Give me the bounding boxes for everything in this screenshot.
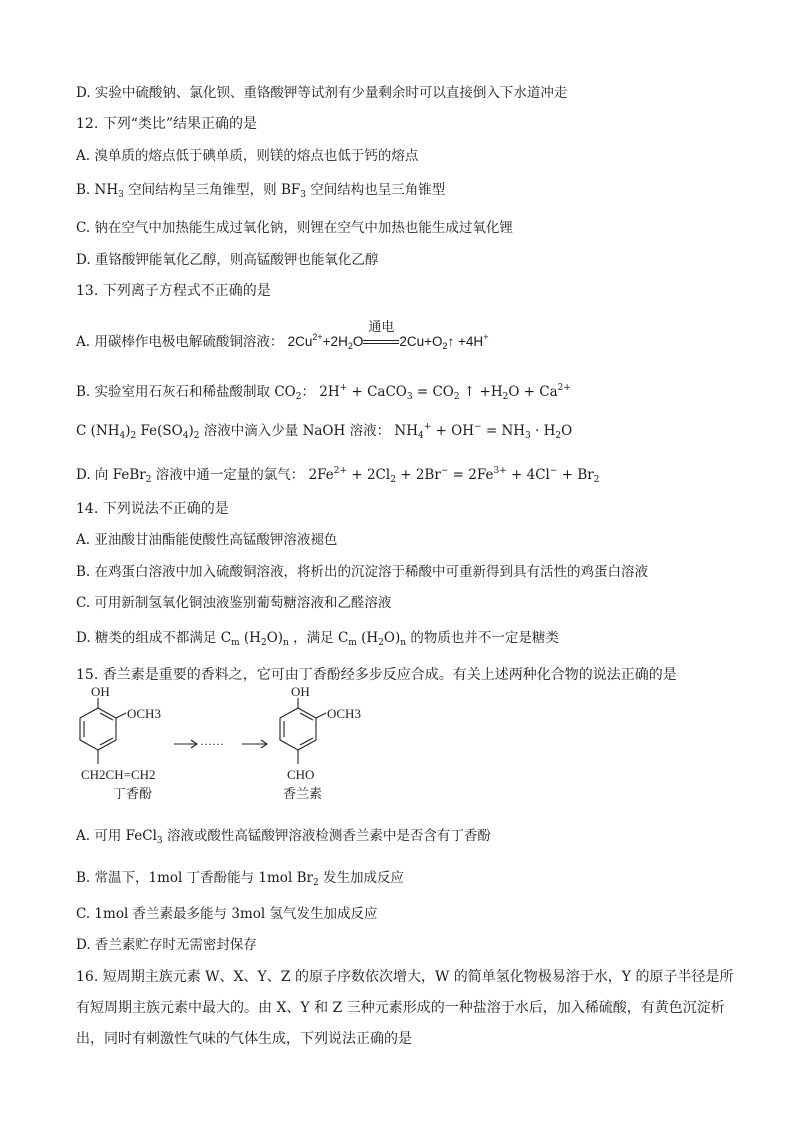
option-14-d-prefix: D. 糖类的组成不都满足 — [76, 630, 217, 646]
question-15-stem: 15. 香兰素是重要的香料之，它可由丁香酚经多步反应合成。有关上述两种化合物的说法正确的是 — [76, 667, 677, 683]
left-benzene-ring — [80, 708, 116, 750]
formula-br2: $Br_2$ — [296, 870, 319, 888]
option-12-a: A. 溴单质的熔点低于碘单质，则镁的熔点也低于钙的熔点 — [76, 148, 419, 164]
option-13-d-prefix: D. 向 — [76, 467, 109, 483]
question-14-stem: 14. 下列说法不正确的是 — [76, 501, 229, 517]
option-15-b-prefix: B. 常温下，1mol 丁香酚能与 1mol — [76, 870, 293, 886]
option-15-a-prefix: A. 可用 — [76, 828, 122, 844]
formula-cm-h2o-n-2: $C_m$ $(H_2O)_n$ — [337, 630, 407, 648]
formula-nh3: $NH_3$ — [94, 182, 124, 200]
question-12-stem: 12. 下列“类比”结果正确的是 — [76, 116, 258, 132]
question-13-stem: 13. 下列离子方程式不正确的是 — [76, 283, 271, 299]
option-13-c-prefix: C — [76, 423, 91, 439]
reaction-scheme-figure — [76, 686, 376, 816]
right-benzene-ring — [280, 708, 316, 750]
question-16-line-3: 出，同时有刺激性气味的气体生成，下列说法正确的是 — [76, 1031, 412, 1047]
option-13-a-prefix: A. 用碳棒作电极电解硫酸铜溶液： — [76, 334, 284, 350]
option-13-b: B. 实验室用石灰石和稀盐酸制取 $CO_2$： 2H+ + CaCO$_3$ = $CO_2$ ↑ $+H_2O + Ca^{2+}$ — [76, 383, 571, 402]
question-16-line-1: 16. 短周期主族元素 W、X、Y、Z 的原子序数依次增大，W 的简单氢化物极易溶于水，Y 的原子半径是所 — [76, 969, 734, 985]
equation-13-a: $2Cu^{2+}+2H_2O$ 通电 $2Cu+O_2↑ +4H^+$ — [287, 319, 489, 351]
option-12-d: D. 重铬酸钾能氧化乙醇，则高锰酸钾也能氧化乙醇 — [76, 252, 379, 268]
option-14-d — [76, 629, 559, 652]
option-15-b — [76, 869, 404, 892]
option-13-a — [76, 319, 489, 355]
option-13-c-mid: 溶液中滴入少量 NaOH 溶液： — [203, 423, 391, 439]
option-12-b-suffix: 空间结构也呈三角锥型 — [310, 182, 446, 198]
option-15-a-suffix: 溶液或酸性高锰酸钾溶液检测香兰素中是否含有丁香酚 — [166, 828, 491, 844]
option-14-c: C. 可用新制氢氧化铜浊液鉴别葡萄糖溶液和乙醛溶液 — [76, 595, 392, 611]
formula-fecl3: FeCl$_3$ — [125, 828, 163, 846]
left-allyl-label: CH2CH=CH2 — [81, 767, 156, 782]
equation-13-c: $NH_4^+ + OH^- = NH_3 \cdot H_2O$ — [394, 422, 573, 441]
option-14-b: B. 在鸡蛋白溶液中加入硫酸铜溶液，将析出的沉淀溶于稀酸中可重新得到具有活性的鸡蛋白溶液 — [76, 564, 649, 580]
option-12-b-prefix: B. — [76, 182, 95, 198]
option-13-c — [76, 418, 572, 445]
option-14-d-suffix: 的物质也并不一定是糖类 — [410, 630, 559, 646]
option-15-a — [76, 827, 491, 850]
left-oh-label: OH — [91, 686, 110, 699]
option-15-b-suffix: 发生加成反应 — [322, 870, 404, 886]
option-12-c: C. 钠在空气中加热能生成过氧化钠，则锂在空气中加热也能生成过氧化锂 — [76, 220, 513, 236]
right-cho-label: CHO — [287, 767, 315, 782]
option-13-d — [76, 462, 599, 489]
question-16-line-2: 有短周期主族元素中最大的。由 X、Y 和 Z 三种元素形成的一种盐溶于水后，加入稀硫酸，有黄色沉淀析 — [76, 1000, 725, 1016]
right-och3-label: OCH3 — [327, 706, 361, 721]
arrow-dots: ······ — [200, 737, 224, 751]
option-14-d-mid: ，满足 — [293, 630, 334, 646]
option-12-b-mid: 空间结构呈三角锥型，则 — [128, 182, 277, 198]
option-13-b-prefix: B. 实验室用石灰石和稀盐酸制取 — [76, 384, 271, 400]
formula-bf3: $BF_3$ — [280, 182, 306, 200]
option-11-d: D. 实验中硫酸钠、氯化钡、重铬酸钾等试剂有少量剩余时可以直接倒入下水道冲走 — [76, 85, 568, 101]
formula-ammonium-iron-sulfate: $(NH_4)_2$ $Fe(SO_4)_2$ — [90, 423, 200, 441]
formula-co2: $CO_2$ — [274, 384, 302, 402]
right-oh-label: OH — [291, 686, 310, 699]
option-12-b — [76, 181, 445, 204]
option-15-d: D. 香兰素贮存时无需密封保存 — [76, 937, 257, 953]
formula-cm-h2o-n-1: $C_m$ $(H_2O)_n$ — [220, 630, 289, 648]
formula-febr2: FeBr$_2$ — [112, 467, 152, 485]
option-15-c: C. 1mol 香兰素最多能与 3mol 氢气发生加成反应 — [76, 906, 378, 922]
left-compound-name: 丁香酚 — [113, 787, 153, 802]
option-14-a: A. 亚油酸甘油酯能使酸性高锰酸钾溶液褪色 — [76, 532, 338, 548]
right-compound-name: 香兰素 — [283, 787, 323, 802]
equation-13-b: 2H+ + CaCO$_3$ = $CO_2$ ↑ $+H_2O + Ca^{2+}$ — [319, 383, 571, 402]
left-och3-label: OCH3 — [127, 706, 161, 721]
option-13-d-mid: 溶液中通一定量的氯气： — [155, 467, 305, 483]
reaction-condition: 通电 — [368, 319, 395, 334]
equation-13-d: $2Fe^{2+} + 2Cl_2 + 2Br^- = 2Fe^{3+} + 4Cl^- + Br_2$ — [308, 466, 600, 485]
